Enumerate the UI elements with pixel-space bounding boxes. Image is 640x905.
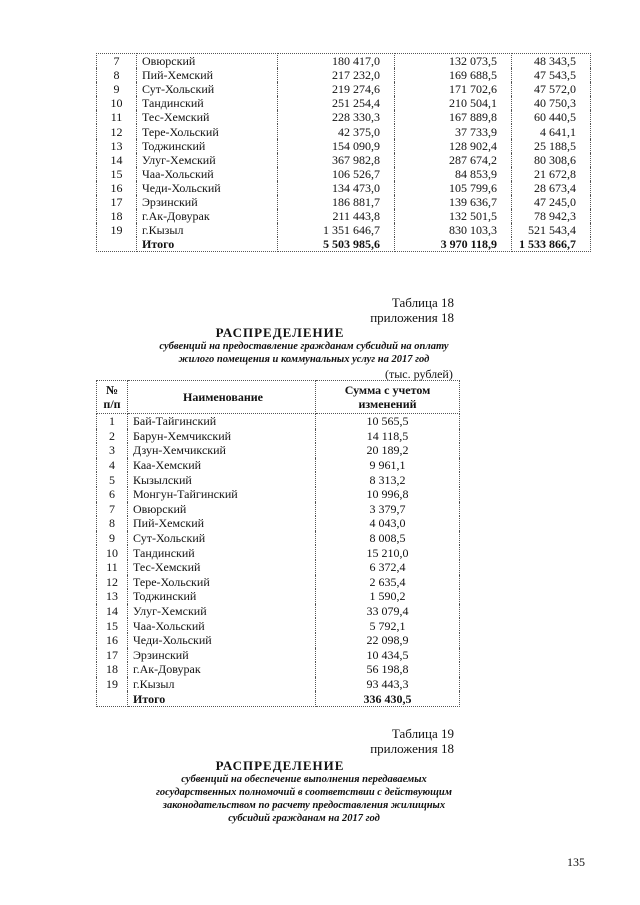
district-name: Улуг-Хемский [137,153,278,167]
table-row [97,487,460,502]
table-18-caption-appendix: приложения 18 [370,310,454,325]
table-row [97,82,591,96]
table-row [97,139,591,153]
district-name: Овюрский [128,502,316,517]
amount-part-1: 84 853,9 [395,167,512,181]
row-number: 18 [97,209,137,223]
row-number: 17 [97,195,137,209]
amount: 10 996,8 [316,487,460,502]
table-18-subtitle-line-2: жилого помещения и коммунальных услуг на 2017 год [178,354,430,365]
amount-part-2: 60 440,5 [512,110,591,124]
row-number: 14 [97,604,128,619]
total-label: Итого [128,691,316,706]
row-number: 15 [97,618,128,633]
district-name: Каа-Хемский [128,458,316,473]
amount-part-2: 25 188,5 [512,139,591,153]
table-17-body [97,54,591,252]
table-18-header-row [97,381,460,414]
district-name: г.Кызыл [128,677,316,692]
table-row [97,414,460,429]
amount-total: 219 274,6 [278,82,395,96]
amount: 22 098,9 [316,633,460,648]
table-row [97,153,591,167]
district-name: Тере-Хольский [128,575,316,590]
amount-part-1: 139 636,7 [395,195,512,209]
row-number: 9 [97,82,137,96]
page-number: 135 [567,855,585,869]
amount-total: 217 232,0 [278,68,395,82]
table-row [97,662,460,677]
district-name: Овюрский [137,54,278,69]
amount-part-1: 169 688,5 [395,68,512,82]
amount-part-2: 48 343,5 [512,54,591,69]
table-row [97,502,460,517]
table-row [97,472,460,487]
table-row [97,124,591,138]
amount: 33 079,4 [316,604,460,619]
district-name: Кызылский [128,472,316,487]
district-name: Сут-Хольский [137,82,278,96]
table-row [97,68,591,82]
table-19-heading: РАСПРЕДЕЛЕНИЕ [215,758,345,773]
district-name: Чеди-Хольский [128,633,316,648]
district-name: Эрзинский [128,648,316,663]
table-row [97,633,460,648]
table-row [97,181,591,195]
table-19-caption-number: Таблица 19 [391,726,454,741]
row-number: 8 [97,68,137,82]
district-name: Пий-Хемский [137,68,278,82]
amount-part-2: 521 543,4 [512,223,591,237]
amount: 2 635,4 [316,575,460,590]
district-name: Эрзинский [137,195,278,209]
table-row [97,429,460,444]
district-name: Бай-Тайгинский [128,414,316,429]
table-row [97,209,591,223]
district-name: Монгун-Тайгинский [128,487,316,502]
table-19-subtitle [24,773,584,825]
amount-part-2: 47 543,5 [512,68,591,82]
row-number: 15 [97,167,137,181]
total-row [97,237,591,252]
district-name: Чаа-Хольский [128,618,316,633]
row-number: 14 [97,153,137,167]
amount: 8 313,2 [316,472,460,487]
total-number-cell [97,691,128,706]
district-name: Чеди-Хольский [137,181,278,195]
row-number: 4 [97,458,128,473]
amount-part-1: 210 504,1 [395,96,512,110]
table-18-caption-number: Таблица 18 [391,295,454,310]
amount-part-1: 128 902,4 [395,139,512,153]
amount-part-1: 105 799,6 [395,181,512,195]
row-number: 12 [97,124,137,138]
table-19-subtitle-line-3: законодательством по расчету предоставления жилищных [162,800,446,811]
district-name: Дзун-Хемчикский [128,443,316,458]
table-18-body [97,414,460,707]
district-name: Улуг-Хемский [128,604,316,619]
district-name: г.Ак-Довурак [128,662,316,677]
table-19-subtitle-line-2: государственных полномочий в соответствии с действующим [156,787,452,798]
amount-total: 180 417,0 [278,54,395,69]
row-number: 16 [97,181,137,195]
amount-part-2: 40 750,3 [512,96,591,110]
district-name: Тес-Хемский [137,110,278,124]
row-number: 17 [97,648,128,663]
amount-total: 186 881,7 [278,195,395,209]
amount: 1 590,2 [316,589,460,604]
row-number: 8 [97,516,128,531]
table-18-caption [370,295,454,325]
table-row [97,96,591,110]
amount: 6 372,4 [316,560,460,575]
total-part-2: 1 533 866,7 [512,237,591,252]
column-header-name: Наименование [128,381,316,414]
district-name: Барун-Хемчикский [128,429,316,444]
amount-total: 106 526,7 [278,167,395,181]
total-row [97,691,460,706]
table-19-subtitle-line-4: субсидий гражданам на 2017 год [228,813,380,824]
amount-total: 228 330,3 [278,110,395,124]
column-header-number [97,381,128,414]
district-name: г.Кызыл [137,223,278,237]
table-19-subtitle-line-1: субвенций на обеспечение выполнения передаваемых [181,774,427,785]
row-number: 3 [97,443,128,458]
row-number: 18 [97,662,128,677]
row-number: 9 [97,531,128,546]
row-number: 10 [97,545,128,560]
amount: 14 118,5 [316,429,460,444]
row-number: 7 [97,502,128,517]
total-number-cell [97,237,137,252]
row-number: 13 [97,589,128,604]
table-row [97,516,460,531]
total-part-1: 3 970 118,9 [395,237,512,252]
row-number: 19 [97,677,128,692]
row-number: 19 [97,223,137,237]
table-row [97,648,460,663]
table-row [97,458,460,473]
amount-part-2: 21 672,8 [512,167,591,181]
amount-total: 367 982,8 [278,153,395,167]
row-number: 1 [97,414,128,429]
amount-part-2: 28 673,4 [512,181,591,195]
table-18 [96,380,460,707]
row-number: 13 [97,139,137,153]
table-row [97,531,460,546]
amount: 15 210,0 [316,545,460,560]
table-row [97,618,460,633]
row-number: 10 [97,96,137,110]
table-row [97,110,591,124]
table-row [97,589,460,604]
table-row [97,604,460,619]
column-header-sum-line-2: изменений [358,397,417,411]
amount: 4 043,0 [316,516,460,531]
amount-part-2: 4 641,1 [512,124,591,138]
amount: 5 792,1 [316,618,460,633]
column-header-sum-line-1: Сумма с учетом [344,383,431,397]
district-name: Пий-Хемский [128,516,316,531]
table-17-continuation [96,53,591,252]
amount-part-2: 47 245,0 [512,195,591,209]
total-amount: 336 430,5 [316,691,460,706]
amount: 10 565,5 [316,414,460,429]
column-header-sum [316,381,460,414]
district-name: Чаа-Хольский [137,167,278,181]
amount-total: 154 090,9 [278,139,395,153]
amount-part-1: 287 674,2 [395,153,512,167]
amount-part-1: 171 702,6 [395,82,512,96]
row-number: 16 [97,633,128,648]
district-name: Сут-Хольский [128,531,316,546]
amount-part-2: 47 572,0 [512,82,591,96]
amount: 9 961,1 [316,458,460,473]
amount-total: 1 351 646,7 [278,223,395,237]
amount-total: 42 375,0 [278,124,395,138]
table-row [97,545,460,560]
column-header-number-line-2: п/п [103,397,121,411]
column-header-number-line-1: № [105,383,119,397]
amount-part-1: 132 501,5 [395,209,512,223]
amount-part-1: 37 733,9 [395,124,512,138]
table-row [97,195,591,209]
table-row [97,575,460,590]
district-name: г.Ак-Довурак [137,209,278,223]
row-number: 2 [97,429,128,444]
amount-part-1: 830 103,3 [395,223,512,237]
row-number: 7 [97,54,137,69]
district-name: Тоджинский [128,589,316,604]
amount-part-1: 167 889,8 [395,110,512,124]
amount: 56 198,8 [316,662,460,677]
row-number: 12 [97,575,128,590]
table-18-subtitle-line-1: субвенций на предоставление гражданам субсидий на оплату [159,341,449,352]
amount-total: 251 254,4 [278,96,395,110]
total-label: Итого [137,237,278,252]
district-name: Тандинский [128,545,316,560]
amount: 20 189,2 [316,443,460,458]
amount-part-2: 78 942,3 [512,209,591,223]
amount-total: 211 443,8 [278,209,395,223]
district-name: Тес-Хемский [128,560,316,575]
table-row [97,443,460,458]
row-number: 11 [97,560,128,575]
district-name: Тере-Хольский [137,124,278,138]
amount-part-2: 80 308,6 [512,153,591,167]
table-row [97,677,460,692]
amount: 93 443,3 [316,677,460,692]
table-row [97,167,591,181]
amount: 8 008,5 [316,531,460,546]
table-18-heading: РАСПРЕДЕЛЕНИЕ [215,325,345,340]
table-18-subtitle [24,340,584,366]
row-number: 5 [97,472,128,487]
total-amount: 5 503 985,6 [278,237,395,252]
amount: 3 379,7 [316,502,460,517]
table-19-caption [370,726,454,756]
table-19-caption-appendix: приложения 18 [370,741,454,756]
table-18-unit: (тыс. рублей) [385,367,453,381]
table-row [97,223,591,237]
table-row [97,54,591,69]
row-number: 6 [97,487,128,502]
amount: 10 434,5 [316,648,460,663]
district-name: Тоджинский [137,139,278,153]
table-row [97,560,460,575]
amount-part-1: 132 073,5 [395,54,512,69]
row-number: 11 [97,110,137,124]
district-name: Тандинский [137,96,278,110]
amount-total: 134 473,0 [278,181,395,195]
